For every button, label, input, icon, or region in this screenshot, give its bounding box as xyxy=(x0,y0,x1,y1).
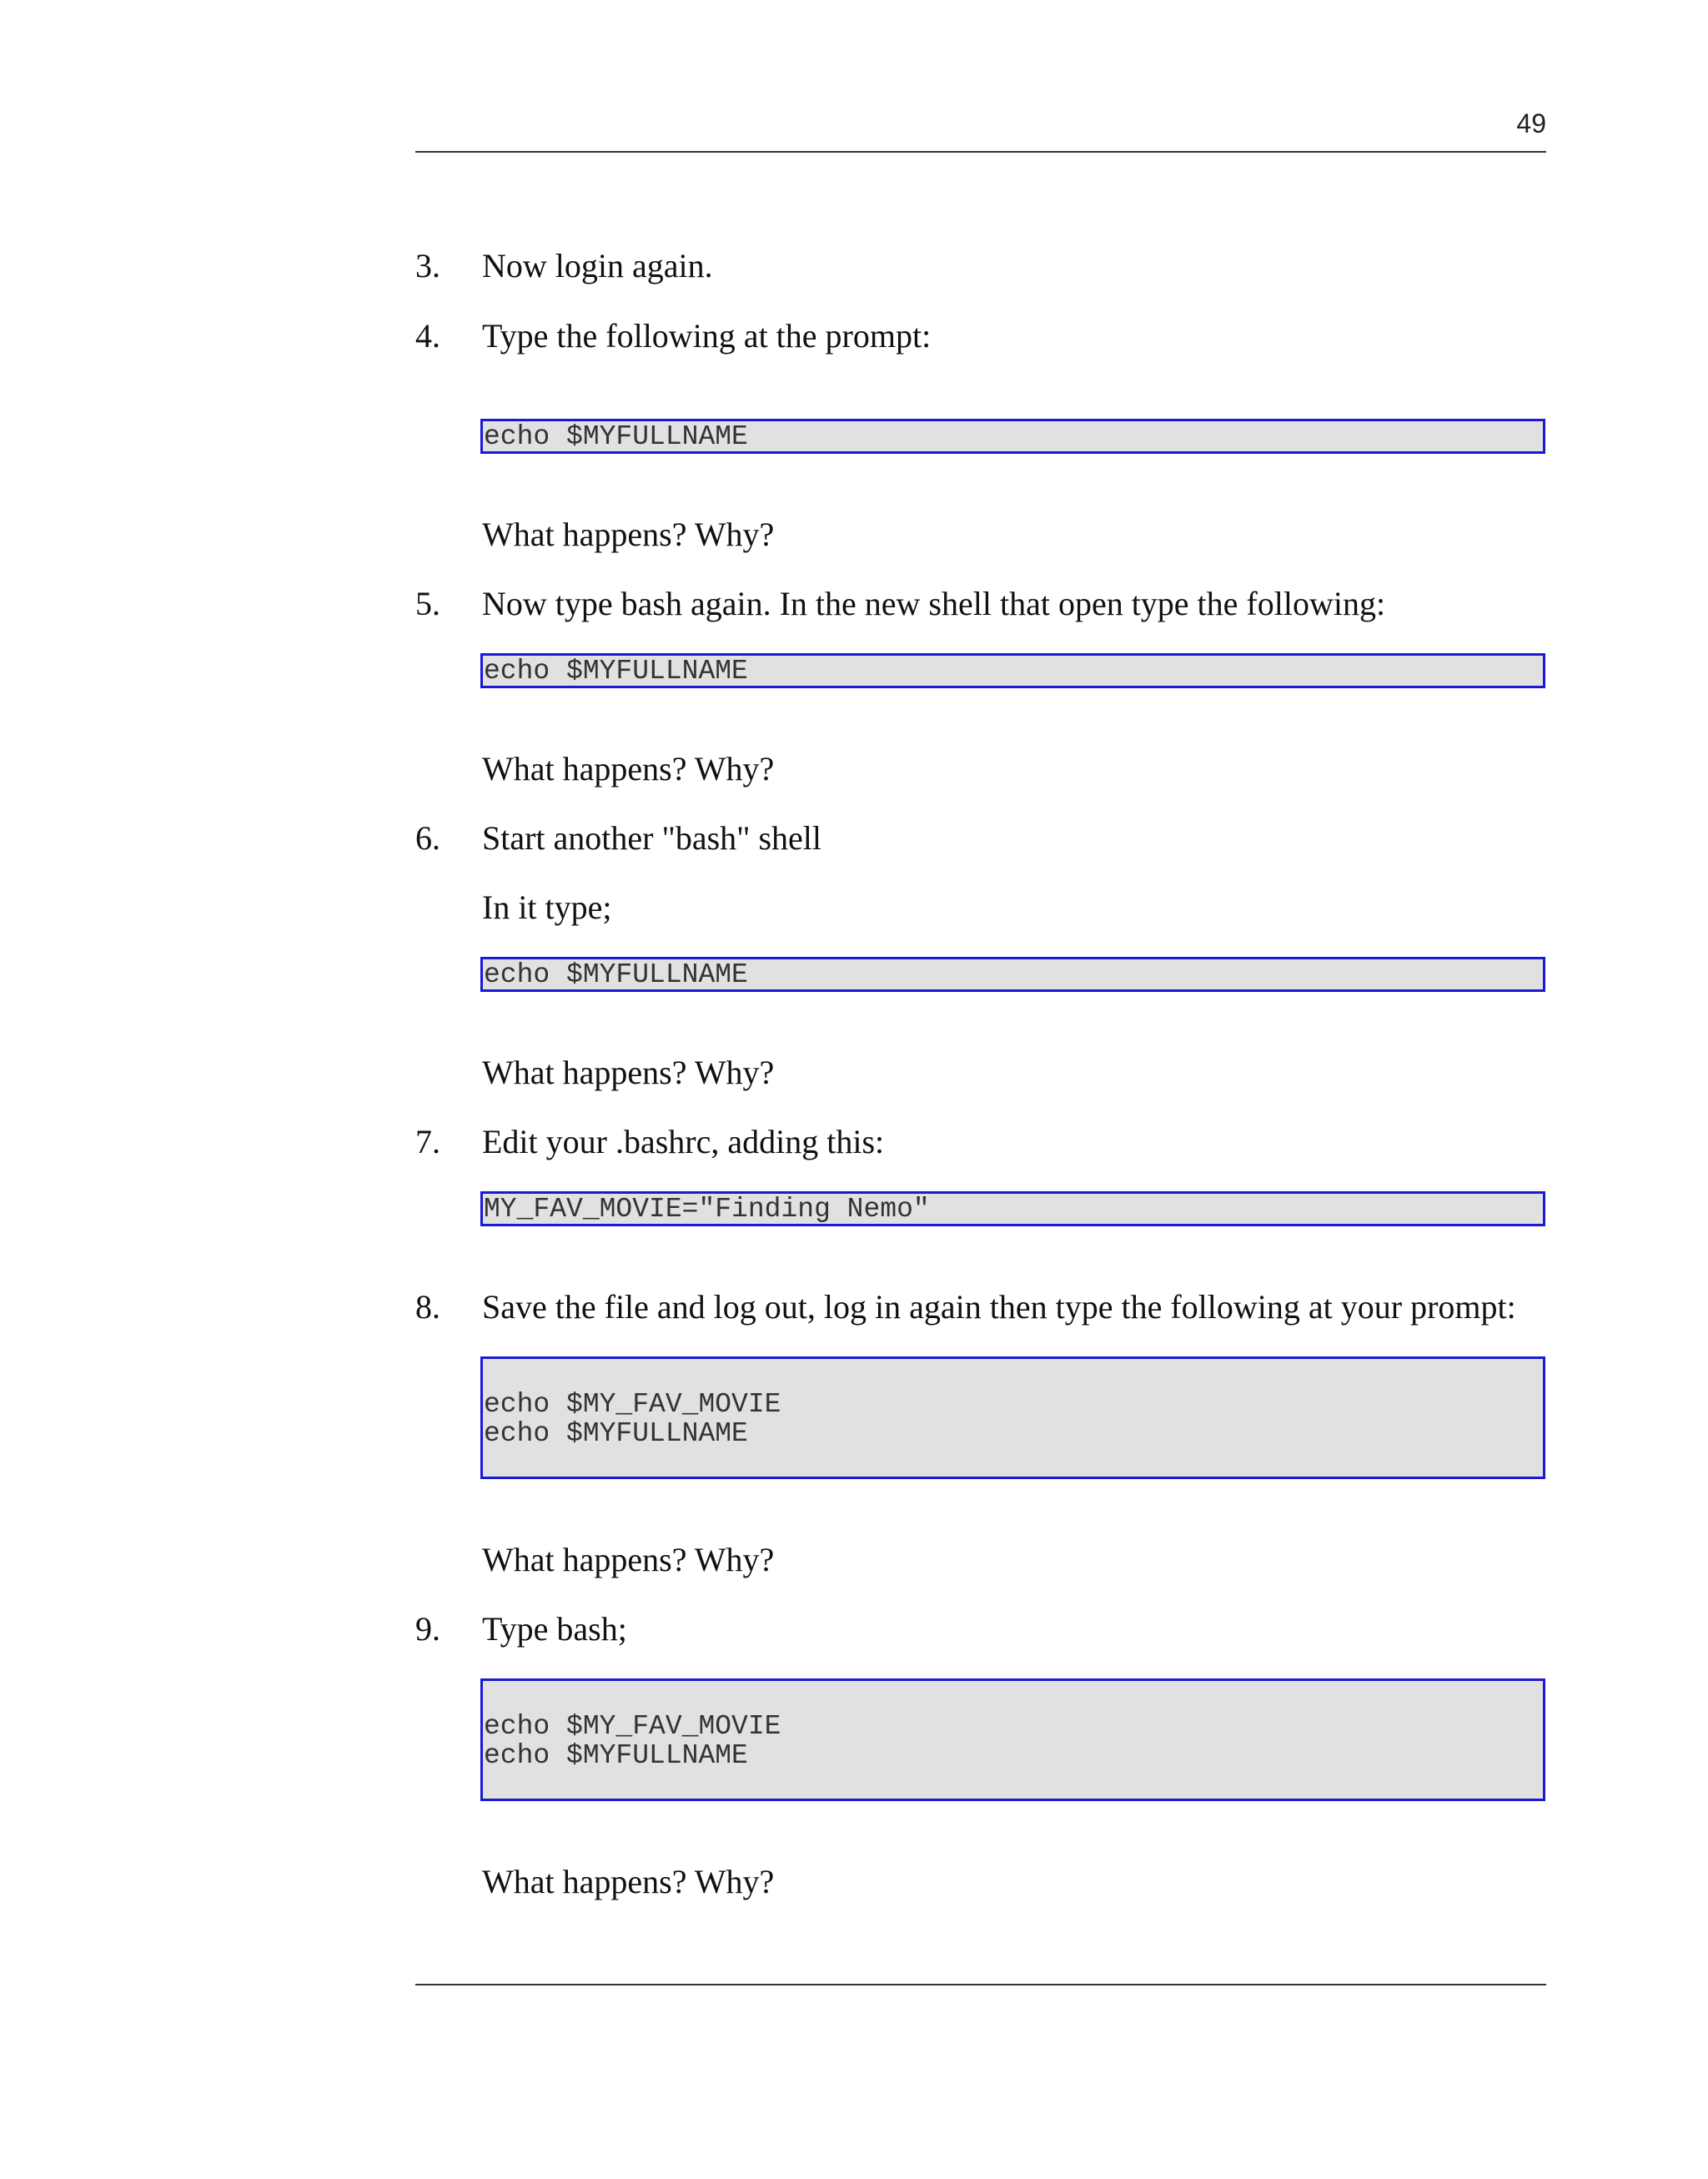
question-text: What happens? Why? xyxy=(482,1054,775,1091)
code-line: echo $MY_FAV_MOVIE xyxy=(484,1711,781,1742)
code-block xyxy=(480,957,1545,992)
question-text: What happens? Why? xyxy=(482,516,775,553)
footer-rule xyxy=(415,1984,1546,1985)
list-item-number: 7. xyxy=(415,1123,440,1160)
list-item-text: Save the file and log out, log in again then type the following at your prompt: xyxy=(482,1288,1516,1326)
question-text: What happens? Why? xyxy=(482,1863,775,1900)
question-text: What happens? Why? xyxy=(482,750,775,788)
list-item-number: 8. xyxy=(415,1288,440,1326)
list-item-number: 3. xyxy=(415,247,440,284)
question-text: What happens? Why? xyxy=(482,1541,775,1578)
header-rule xyxy=(415,151,1546,153)
code-block xyxy=(480,1678,1545,1801)
list-item-text: Edit your .bashrc, adding this: xyxy=(482,1123,885,1160)
code-block xyxy=(480,1356,1545,1479)
code-line: MY_FAV_MOVIE="Finding Nemo" xyxy=(484,1194,930,1225)
list-item-text: Type the following at the prompt: xyxy=(482,317,932,355)
code-line: echo $MYFULLNAME xyxy=(484,656,748,687)
instruction-text: In it type; xyxy=(482,888,612,926)
list-item-text: Now type bash again. In the new shell that open type the following: xyxy=(482,585,1386,622)
page-number: 49 xyxy=(1516,108,1546,138)
code-block xyxy=(480,419,1545,454)
list-item-text: Now login again. xyxy=(482,247,713,284)
code-line: echo $MYFULLNAME xyxy=(484,1418,748,1449)
code-line: echo $MY_FAV_MOVIE xyxy=(484,1389,781,1420)
list-item-number: 5. xyxy=(415,585,440,622)
list-item-text: Type bash; xyxy=(482,1610,627,1648)
code-line: echo $MYFULLNAME xyxy=(484,959,748,990)
code-line: echo $MYFULLNAME xyxy=(484,1740,748,1771)
list-item-number: 9. xyxy=(415,1610,440,1648)
code-block xyxy=(480,1191,1545,1226)
code-block xyxy=(480,653,1545,688)
list-item-number: 6. xyxy=(415,819,440,857)
list-item-text: Start another "bash" shell xyxy=(482,819,822,857)
code-line: echo $MYFULLNAME xyxy=(484,421,748,452)
list-item-number: 4. xyxy=(415,317,440,355)
